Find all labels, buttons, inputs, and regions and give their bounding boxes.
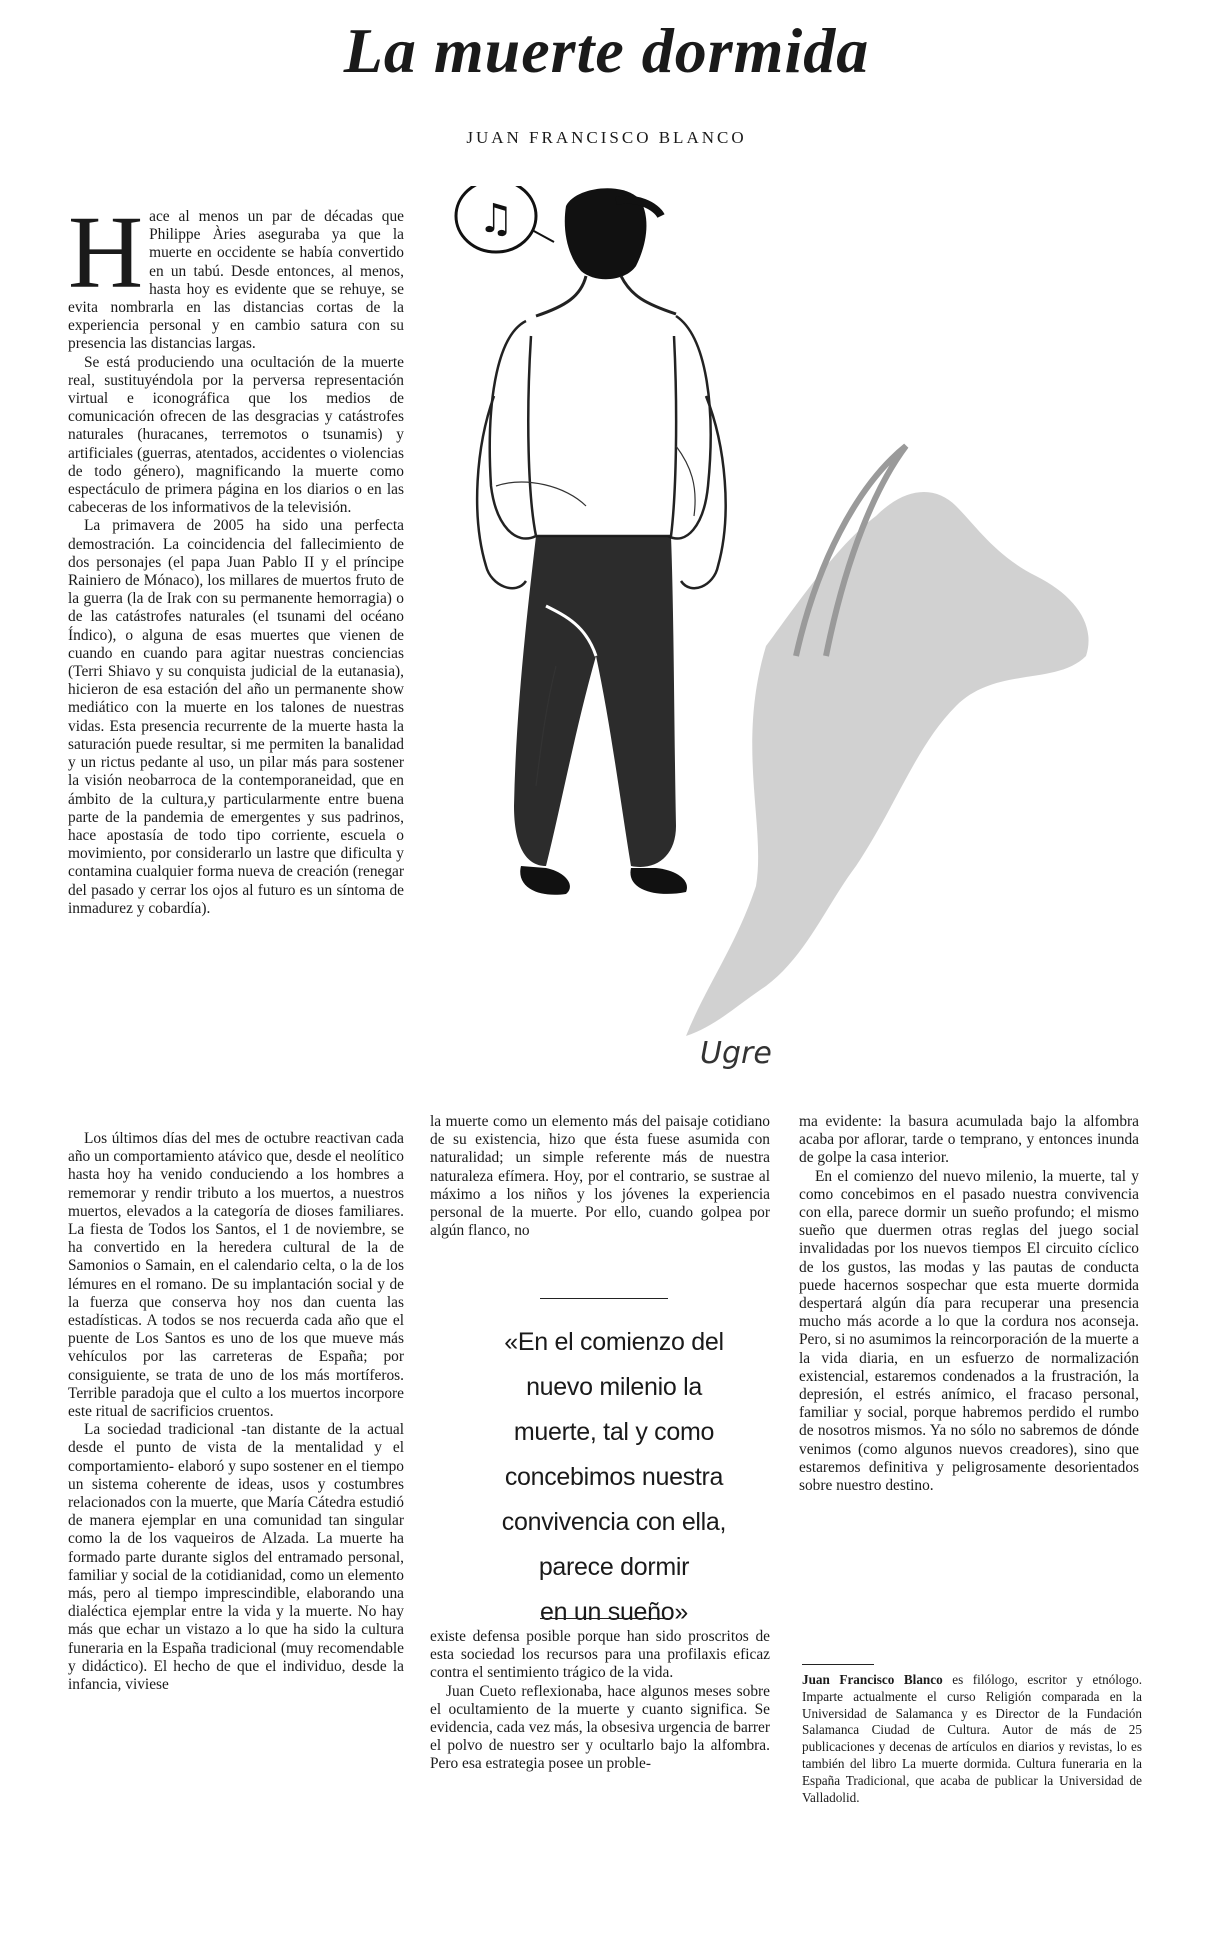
drop-cap: H: [68, 195, 144, 310]
column-1-lower: [68, 1130, 404, 1694]
pull-quote-line: «En el comienzo del: [504, 1328, 724, 1356]
paragraph-2: Se está produciendo una ocultación de la muerte real, sustituyéndola por la perversa representación virtual e iconográfica que los medios de comunicación ofrecen de las desgracias y catástrofes naturales (huracanes, terremotos o tsunamis) y artificiales (guerras, atentados, accidentes o violencias de todo género), magnificando la muerte como espectáculo de primera página en los diarios o en las cabeceras de los informativos de la televisión.: [68, 353, 404, 517]
paragraph-4: Los últimos días del mes de octubre reactivan cada año un comportamiento atávico que, desde el neolítico hasta hoy ha venido conduciendo a los hombres a rememorar y rendir tributo a los muertos, a nuestros muertos, elevados a la categoría de dioses familiares. La fiesta de Todos los Santos, el 1 de noviembre, se ha convertido en la heredera cultural de la de Samonios o Samain, en el calendario celta, o la de los lémures en el romano. De su implantación social y de la fuerza que conserva hoy nos dan cuenta las estadísticas. A todos se nos recuerda cada año que el puente de Los Santos es uno de los que mueve más vehículos por las carreteras de España; por consiguiente, se trata de uno de los más mortíferos. Terrible paradoja que el culto a los muertos incorpore este ritual de sacrificios cruentos.: [68, 1130, 404, 1421]
torso: [490, 316, 711, 539]
paragraph-3: La primavera de 2005 ha sido una perfecta demostración. La coincidencia del fallecimiento de dos personajes (el papa Juan Pablo II y el príncipe Rainiero de Mónaco), los millares de muertos fruto de la guerra (la de Irak con su permanente hemorragia) o de las catástrofes naturales (el tsunami del océano Índico), o alguna de esas muertes que vienen de cuando en cuando para agitar nuestras conciencias (Terri Shiavo y su conquista judicial de la eutanasia), hicieron de esa estación del año un permanente show mediático con la muerte en los talones de nuestras vidas. Esta presencia recurrente de la muerte hasta la saturación puede resultar, si me permiten la banalidad y un rictus pedante al uso, un pilar más para sostener la visión neobarroca de la contemporaneidad, que en ámbito de la cultura,y particularmente entre buena parte de la pandemia de emergentes y sus padrinos, hace apostasía de todo tipo corriente, escuela o movimiento, por considerarlo un lastre que dificulta y contamina cualquier forma nueva de creación (renegar del pasado y cerrar los ojos al futuro es un síntoma de inmadurez y cobardía).: [68, 517, 404, 917]
pull-quote: [455, 1320, 773, 1635]
bio-rule: [802, 1664, 874, 1665]
column-2-upper: [430, 1113, 770, 1240]
paragraph-1-text: ace al menos un par de décadas que Philippe Àries aseguraba ya que la muerte en occidente se había convertido en un tabú. Desde entonces, al menos, hasta hoy es evidente que se rehuye, se evita nombrarla en las distancias cortas de la experiencia personal y en cambio satura con su presencia las distancias largas.: [68, 208, 404, 353]
column-2-lower: [430, 1628, 770, 1774]
paragraph-8: ma evidente: la basura acumulada bajo la alfombra acaba por aflorar, tarde o temprano, y entonces inunda de golpe la casa interior.: [799, 1113, 1139, 1167]
illustrator-signature: Ugre: [700, 1036, 772, 1071]
shoe-left: [520, 866, 570, 895]
paragraph-6: existe defensa posible porque han sido proscritos de esta sociedad los recursos para una profilaxis eficaz contra el sentimiento trágico de la vida.: [430, 1628, 770, 1682]
author-bio: [802, 1672, 1142, 1806]
pull-quote-line: en un sueño»: [540, 1598, 688, 1626]
pants: [514, 536, 676, 867]
illustration-figure: [436, 186, 1196, 1086]
bio-name: Juan Francisco Blanco: [802, 1672, 943, 1687]
quote-top-rule: [540, 1298, 668, 1299]
reaper-shadow: [686, 492, 1089, 1036]
paragraph-1: [68, 195, 404, 354]
article-author: JUAN FRANCISCO BLANCO: [466, 128, 747, 147]
pull-quote-line: nuevo milenio la: [526, 1373, 702, 1401]
paragraph-5: La sociedad tradicional -tan distante de la actual desde el punto de vista de la mentalidad y el comportamiento- elaboró y supo sostener en el tiempo un sistema coherente de ideas, usos y costumbres relacionados con la muerte, que María Cátedra estudió de manera ejemplar en una comunidad tan singular como la de los vaqueiros de Alzada. La muerte ha formado parte durante siglos del entramado personal, familiar y social de la cotidianidad, como un elemento más, pero al tiempo imprescindible, elaborando una dialéctica ejemplar entre la vida y la muerte. No hay más que echar un vistazo a lo que ha sido la cultura funeraria en la España tradicional (muy recomendable y didáctico). El hecho de que el individuo, desde la infancia, viviese: [68, 1421, 404, 1694]
column-1-upper: [68, 195, 404, 918]
shoe-right: [630, 868, 687, 894]
pull-quote-line: muerte, tal y como: [513, 1418, 715, 1446]
paragraph-7: Juan Cueto reflexionaba, hace algunos meses sobre el ocultamiento de la muerte y cuanto significa. Se evidencia, cada vez más, la obsesiva urgencia de barrer el polvo de nuestro ser y ocultarlo bajo la alfombra. Pero esa estrategia posee un proble-: [430, 1682, 770, 1773]
pull-quote-line: parece dormir: [538, 1553, 690, 1581]
article-title: La muerte dormida: [343, 15, 870, 86]
bio-text: es filólogo, escritor y etnólogo. Imparte actualmente el curso Religión comparada en la Universidad de Salamanca y es Director de la Fundación Salamanca Ciudad de Cultura. Autor de más de 25 publicaciones y decenas de artículos en diarios y revistas, lo es también del libro La muerte dormida. Cultura funeraria en la España Tradicional, que acaba de publicar la Universidad de Valladolid.: [802, 1672, 1143, 1805]
paragraph-9: En el comienzo del nuevo milenio, la muerte, tal y como concebimos en el pasado nuestra convivencia con ella, parece dormir un sueño profundo; el mismo sueño que duermen otras reglas del juego social invalidadas por los nuevos tiempos El circuito cíclico de los gustos, las modas y las pautas de conducta puede hacernos sospechar que esta muerte dormida despertará algún día para recuperar una presencia mucho más acorde a lo que la cordura nos aconseja. Pero, si no asumimos la reincorporación de la muerte a la vida diaria, en un esfuerzo de normalización existencial, estaremos condenados a la frustración, la depresión, el estrés anímico, el fracaso personal, familiar y social, porque habremos perdido el rumbo de nosotros mismos. Ya no sólo no sabremos de dónde venimos (como algunos nuevos creadores), sino que estaremos definitiva y peligrosamente desorientados sobre nuestro destino.: [799, 1167, 1139, 1495]
quote-bottom-rule: [540, 1618, 668, 1619]
column-2-continuation: la muerte como un elemento más del paisaje cotidiano de su existencia, hizo que ésta fuese asumida con naturalidad; un simple referente más de nuestra naturaleza efímera. Hoy, por el contrario, se sustrae al máximo a los niños y los jóvenes la experiencia personal de la muerte. Por ello, cuando golpea por algún flanco, no: [430, 1113, 770, 1240]
pull-quote-line: concebimos nuestra: [504, 1463, 724, 1491]
column-3: [799, 1113, 1139, 1495]
pull-quote-line: convivencia con ella,: [501, 1508, 727, 1536]
music-note-icon: ♫: [478, 196, 514, 242]
